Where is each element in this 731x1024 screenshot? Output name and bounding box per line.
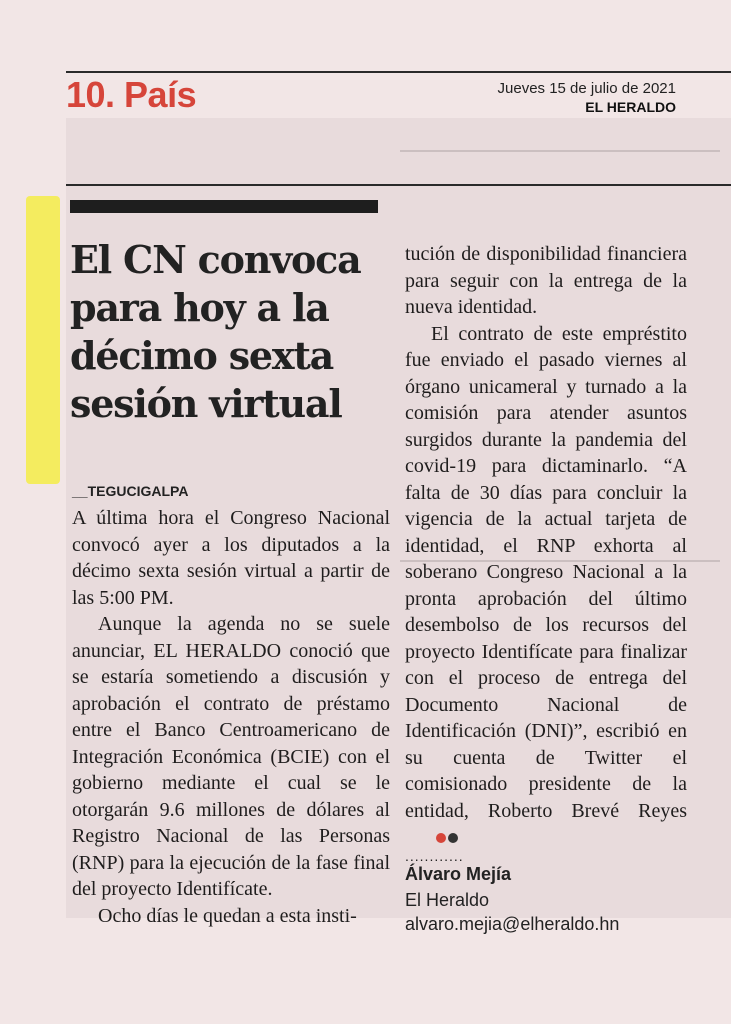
author-email: alvaro.mejia@elheraldo.hn xyxy=(405,914,620,934)
paragraph: Ocho días le quedan a esta insti- xyxy=(98,904,357,927)
end-mark-icon xyxy=(408,824,458,851)
headline: El CN convoca para hoy a la décimo sexta sesión virtual xyxy=(70,237,361,426)
bleed-through-line xyxy=(400,150,720,152)
dateline: __TEGUCIGALPA xyxy=(72,483,189,499)
issue-date: Jueves 15 de julio de 2021 xyxy=(497,80,676,97)
byline-separator: ............ xyxy=(405,848,464,864)
publication-name: EL HERALDO xyxy=(585,99,676,115)
paragraph xyxy=(405,321,687,851)
paragraph: tución de disponibilidad financiera para seguir con la entrega de la nueva identidad. xyxy=(405,243,687,318)
headline-bar xyxy=(70,200,378,213)
header-rule xyxy=(66,71,731,73)
section-label: 10. País xyxy=(66,74,197,115)
dateline-text: TEGUCIGALPA xyxy=(87,483,189,499)
paragraph: Aunque la agenda no se suele anunciar, EL HERALDO conoció que se estaría sometiendo a discusión y aprobación el contrato de préstamo entre el Banco Centroamericano de Integración Económica (BCIE) con el gobierno mediante el cual se le otorgarán 9.6 millones de dólares al Registro Nacional de las Personas (RNP) para la ejecución de la fase final del proyecto Identifícate. xyxy=(72,613,390,900)
highlighter-mark xyxy=(26,196,60,484)
article-column-1 xyxy=(72,505,390,929)
header-rule xyxy=(66,184,731,186)
paragraph: A última hora el Congreso Nacional convocó ayer a los diputados a la décimo sexta sesión virtual a partir de las 5:00 PM. xyxy=(72,507,390,609)
author-name: Álvaro Mejía xyxy=(405,864,512,884)
paragraph-text: El contrato de este empréstito fue enviado el pasado viernes al órgano unicameral y turnado a la comisión para atender asuntos surgidos durante la pandemia del covid-19 para dictaminarlo. “A falta de 30 días para concluir la vigencia de la actual tarjeta de identidad, el RNP exhorta al soberano Congreso Nacional a la pronta aprobación del último desembolso de los recursos del proyecto Identifícate para finalizar con el proceso de entrega del Documento Nacional de Identificación (DNI)”, escribió en su cuenta de Twitter el comisionado presidente de la entidad, Roberto Brevé Reyes xyxy=(405,322,687,822)
article-column-2 xyxy=(405,241,687,851)
author-organization: El Heraldo xyxy=(405,890,490,910)
